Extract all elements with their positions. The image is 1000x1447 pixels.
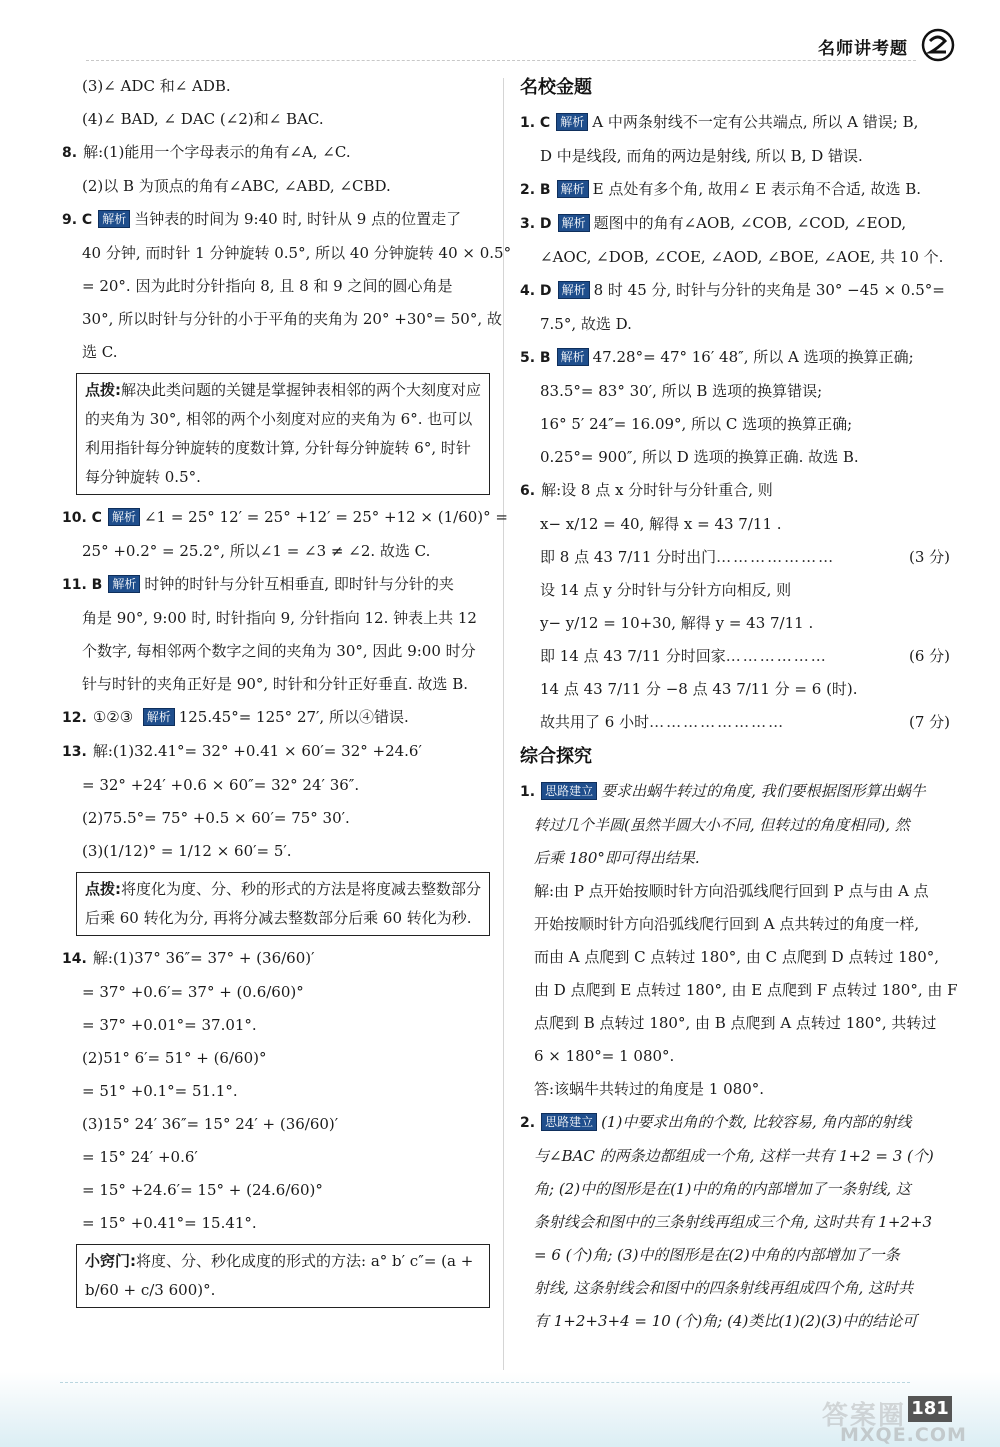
r6-line-4: 设 14 点 y 分时针与分针方向相反, 则 <box>540 581 792 599</box>
tip-label: 点拨: <box>85 381 121 399</box>
r1-line-1: A 中两条射线不一定有公共端点, 所以 A 错误; B, <box>592 113 919 131</box>
r4-line-2: 7.5°, 故选 D. <box>540 315 632 333</box>
r5-line-1: 47.28°= 47° 16′ 48″, 所以 A 选项的换算正确; <box>592 348 914 366</box>
tip-text: 将度化为度、分、秒的形式的方法是将度减去整数部分后乘 60 转化为分, 再将分减去整数部分后乘 60 转化为秒. <box>85 880 482 927</box>
r6-line-6-text: 即 14 点 43 7/11 分时回家 <box>540 647 726 665</box>
r6-line-3 <box>520 541 950 574</box>
z2-line-5: = 6 (个)角; (3)中的图形是在(2)中角的内部增加了一条 <box>534 1246 900 1264</box>
watermark-logo: 答案圈 <box>822 1401 907 1431</box>
q14-line-7: = 15° 24′ +0.6′ <box>82 1148 198 1166</box>
z2-line-3: 角; (2)中的图形是在(1)中的角的内部增加了一条射线, 这 <box>534 1180 911 1198</box>
r4-line-1: 8 时 45 分, 时针与分针的夹角是 30° −45 × 0.5°= <box>593 281 945 299</box>
z1-line-10: 答:该蜗牛共转过的角度是 1 080°. <box>534 1080 765 1098</box>
q9-line-3: = 20°. 因为此时分针指向 8, 且 8 和 9 之间的圆心角是 <box>82 277 453 295</box>
right-column <box>520 70 958 1338</box>
z1-line-4: 解:由 P 点开始按顺时针方向沿弧线爬行回到 P 点与由 A 点 <box>534 882 929 900</box>
question-11 <box>62 568 490 602</box>
analysis-tag: 解析 <box>556 113 588 131</box>
r2-line-1: E 点处有多个角, 故用∠ E 表示角不合适, 故选 B. <box>592 180 922 198</box>
watermark-url: MXQE.COM <box>840 1424 967 1446</box>
z1-line-8: 点爬到 B 点转过 180°, 由 B 点爬到 A 点转过 180°, 共转过 <box>534 1014 937 1032</box>
question-number: 10. C <box>62 510 102 526</box>
r6-line-3-text: 即 8 点 43 7/11 分时出门 <box>540 548 717 566</box>
question-10 <box>62 501 508 535</box>
trick-text: 将度、分、秒化成度的形式的方法: a° b′ c″= (a + b/60 + c/3 600)°. <box>85 1252 474 1299</box>
q13-line-1: 解:(1)32.41°= 32° +0.41 × 60′= 32° +24.6′ <box>92 742 422 760</box>
q14-line-2: = 37° +0.6′= 37° + (0.6/60)° <box>82 983 304 1001</box>
r6-line-1: 解:设 8 点 x 分时针与分针重合, 则 <box>541 481 773 499</box>
q12-answer: ①②③ <box>92 708 134 726</box>
analysis-tag: 解析 <box>558 214 590 232</box>
q9-line-5: 选 C. <box>82 343 118 361</box>
r1-line-2: D 中是线段, 而角的两边是射线, 所以 B, D 错误. <box>540 147 863 165</box>
page-number: 181 <box>908 1396 952 1422</box>
z2-line-4: 条射线会和图中的三条射线再组成三个角, 这时共有 1+2+3 <box>534 1213 933 1231</box>
analysis-tag: 解析 <box>108 508 140 526</box>
question-number: 2. B <box>520 182 551 198</box>
q13-line-2: = 32° +24′ +0.6 × 60″= 32° 24′ 36″. <box>82 776 360 794</box>
z1-line-6: 而由 A 点爬到 C 点转过 180°, 由 C 点爬到 D 点转过 180°, <box>534 948 940 966</box>
tip-box <box>76 872 490 936</box>
r-question-3 <box>520 207 950 241</box>
r5-line-4: 0.25°= 900″, 所以 D 选项的换算正确. 故选 B. <box>540 448 859 466</box>
question-number: 11. B <box>62 577 103 593</box>
leader-dots: ……………… <box>725 647 828 665</box>
z1-line-5: 开始按顺时针方向沿弧线爬行回到 A 点共转过的角度一样, <box>534 915 920 933</box>
z1-line-7: 由 D 点爬到 E 点转过 180°, 由 E 点爬到 F 点转过 180°, 由 F <box>534 981 958 999</box>
r6-line-5: y− y/12 = 10+30, 解得 y = 43 7/11 . <box>540 614 814 632</box>
z1-line-1: 要求出蜗牛转过的角度, 我们要根据图形算出蜗牛 <box>601 782 926 800</box>
leader-dots: …………………… <box>649 713 786 731</box>
swirl-logo-icon <box>921 28 955 62</box>
analysis-tag: 解析 <box>558 281 590 299</box>
question-number: 6. <box>520 483 536 499</box>
q11-line-4: 针与时针的夹角正好是 90°, 时针和分针正好垂直. 故选 B. <box>82 675 468 693</box>
question-9 <box>62 203 490 237</box>
z-question-1 <box>520 775 950 809</box>
question-number: 4. D <box>520 283 552 299</box>
analysis-tag: 解析 <box>143 708 175 726</box>
question-number: 9. C <box>62 212 93 228</box>
q10-line-2: 25° +0.2° = 25.2°, 所以∠1 = ∠3 ≠ ∠2. 故选 C. <box>82 542 431 560</box>
question-number: 1. <box>520 784 536 800</box>
q10-line-1: ∠1 = 25° 12′ = 25° +12′ = 25° +12 × (1/60)° = <box>143 508 508 526</box>
q14-line-4: (2)51° 6′= 51° + (6/60)° <box>82 1049 267 1067</box>
q14-line-3: = 37° +0.01°= 37.01°. <box>82 1016 257 1034</box>
q14-line-6: (3)15° 24′ 36″= 15° 24′ + (36/60)′ <box>82 1115 339 1133</box>
q14-line-9: = 15° +0.41°= 15.41°. <box>82 1214 257 1232</box>
score-label: (7 分) <box>908 713 950 731</box>
question-number: 3. D <box>520 216 552 232</box>
r3-line-2: ∠AOC, ∠DOB, ∠COE, ∠AOD, ∠BOE, ∠AOE, 共 10 个. <box>540 248 944 266</box>
q14-line-8: = 15° +24.6′= 15° + (24.6/60)° <box>82 1181 323 1199</box>
q8-line-1: 解:(1)能用一个字母表示的角有∠A, ∠C. <box>83 143 351 161</box>
header-rule <box>86 60 916 61</box>
r5-line-3: 16° 5′ 24″= 16.09°, 所以 C 选项的换算正确; <box>540 415 853 433</box>
thinking-tag: 思路建立 <box>541 1113 597 1131</box>
question-number: 1. C <box>520 115 551 131</box>
r6-line-7: 14 点 43 7/11 分 −8 点 43 7/11 分 = 6 (时). <box>540 680 858 698</box>
question-12 <box>62 701 490 735</box>
r6-line-6 <box>520 640 950 673</box>
tip-box <box>76 373 490 495</box>
tip-text: 解决此类问题的关键是掌握钟表相邻的两个大刻度对应的夹角为 30°, 相邻的两个小刻度对应的夹角为 6°. 也可以利用指针每分钟旋转的度数计算, 分针每分钟旋转 6°, 时针每分钟旋转 0.5°. <box>85 381 482 486</box>
column-divider <box>503 78 504 1370</box>
q14-line-1: 解:(1)37° 36″= 37° + (36/60)′ <box>92 949 315 967</box>
question-number: 5. B <box>520 350 551 366</box>
r3-line-1: 题图中的角有∠AOB, ∠COB, ∠COD, ∠EOD, <box>593 214 907 232</box>
question-number: 12. <box>62 710 87 726</box>
leader-dots: ………………… <box>716 548 836 566</box>
z2-line-7: 有 1+2+3+4 = 10 (个)角; (4)类比(1)(2)(3)中的结论可 <box>534 1312 918 1330</box>
question-number: 2. <box>520 1115 536 1131</box>
r6-line-8 <box>520 706 950 739</box>
z1-line-9: 6 × 180°= 1 080°. <box>534 1047 675 1065</box>
q11-line-1: 时钟的时针与分针互相垂直, 即时针与分针的夹 <box>144 575 454 593</box>
trick-box <box>76 1244 490 1308</box>
q11-line-2: 角是 90°, 9:00 时, 时针指向 9, 分针指向 12. 钟表上共 12 <box>82 609 477 627</box>
question-number: 8. <box>62 145 78 161</box>
z1-line-2: 转过几个半圆(虽然半圆大小不同, 但转过的角度相同), 然 <box>534 816 910 834</box>
z2-line-6: 射线, 这条射线会和图中的四条射线再组成四个角, 这时共 <box>534 1279 914 1297</box>
r5-line-2: 83.5°= 83° 30′, 所以 B 选项的换算错误; <box>540 382 823 400</box>
q9-line-1: 当钟表的时间为 9:40 时, 时针从 9 点的位置走了 <box>134 210 462 228</box>
analysis-tag: 解析 <box>557 348 589 366</box>
z2-line-1: (1)中要求出角的个数, 比较容易, 角内部的射线 <box>601 1113 912 1131</box>
section-title-comprehensive: 综合探究 <box>520 746 592 767</box>
z2-line-2: 与∠BAC 的两条边都组成一个角, 这样一共有 1+2 = 3 (个) <box>534 1147 934 1165</box>
question-8 <box>62 136 490 170</box>
score-label: (6 分) <box>908 647 950 665</box>
left-column <box>62 70 512 1314</box>
r6-line-2: x− x/12 = 40, 解得 x = 43 7/11 . <box>540 515 782 533</box>
thinking-tag: 思路建立 <box>541 782 597 800</box>
q13-line-3: (2)75.5°= 75° +0.5 × 60′= 75° 30′. <box>82 809 350 827</box>
question-13 <box>62 735 490 769</box>
q11-line-3: 个数字, 每相邻两个数字之间的夹角为 30°, 因此 9:00 时分 <box>82 642 476 660</box>
r6-line-8-text: 故共用了 6 小时 <box>540 713 650 731</box>
r-question-5 <box>520 341 950 375</box>
analysis-tag: 解析 <box>557 180 589 198</box>
question-number: 13. <box>62 744 87 760</box>
r-question-4 <box>520 274 950 308</box>
z-question-2 <box>520 1106 950 1140</box>
footer-rule <box>60 1382 910 1383</box>
question-number: 14. <box>62 951 87 967</box>
header-title: 名师讲考题 <box>818 39 908 59</box>
r-question-6 <box>520 474 950 508</box>
q12-line-1: 125.45°= 125° 27′, 所以④错误. <box>178 708 409 726</box>
q7-line-3: (3)∠ ADC 和∠ ADB. <box>82 77 231 95</box>
analysis-tag: 解析 <box>98 210 130 228</box>
tip-label: 点拨: <box>85 880 121 898</box>
q14-line-5: = 51° +0.1°= 51.1°. <box>82 1082 238 1100</box>
trick-label: 小窍门: <box>85 1252 136 1270</box>
q8-line-2: (2)以 B 为顶点的角有∠ABC, ∠ABD, ∠CBD. <box>82 177 391 195</box>
score-label: (3 分) <box>908 548 950 566</box>
q7-line-4: (4)∠ BAD, ∠ DAC (∠2)和∠ BAC. <box>82 110 324 128</box>
r-question-2 <box>520 173 950 207</box>
q9-line-2: 40 分钟, 而时针 1 分钟旋转 0.5°, 所以 40 分钟旋转 40 × 0.5° <box>82 244 512 262</box>
q9-line-4: 30°, 所以时针与分针的小于平角的夹角为 20° +30°= 50°, 故 <box>82 310 502 328</box>
q13-line-4: (3)(1/12)° = 1/12 × 60′= 5′. <box>82 842 292 860</box>
analysis-tag: 解析 <box>108 575 140 593</box>
question-14 <box>62 942 490 976</box>
section-title-famous-school: 名校金题 <box>520 77 592 98</box>
r-question-1 <box>520 106 950 140</box>
z1-line-3: 后乘 180°即可得出结果. <box>534 849 700 867</box>
